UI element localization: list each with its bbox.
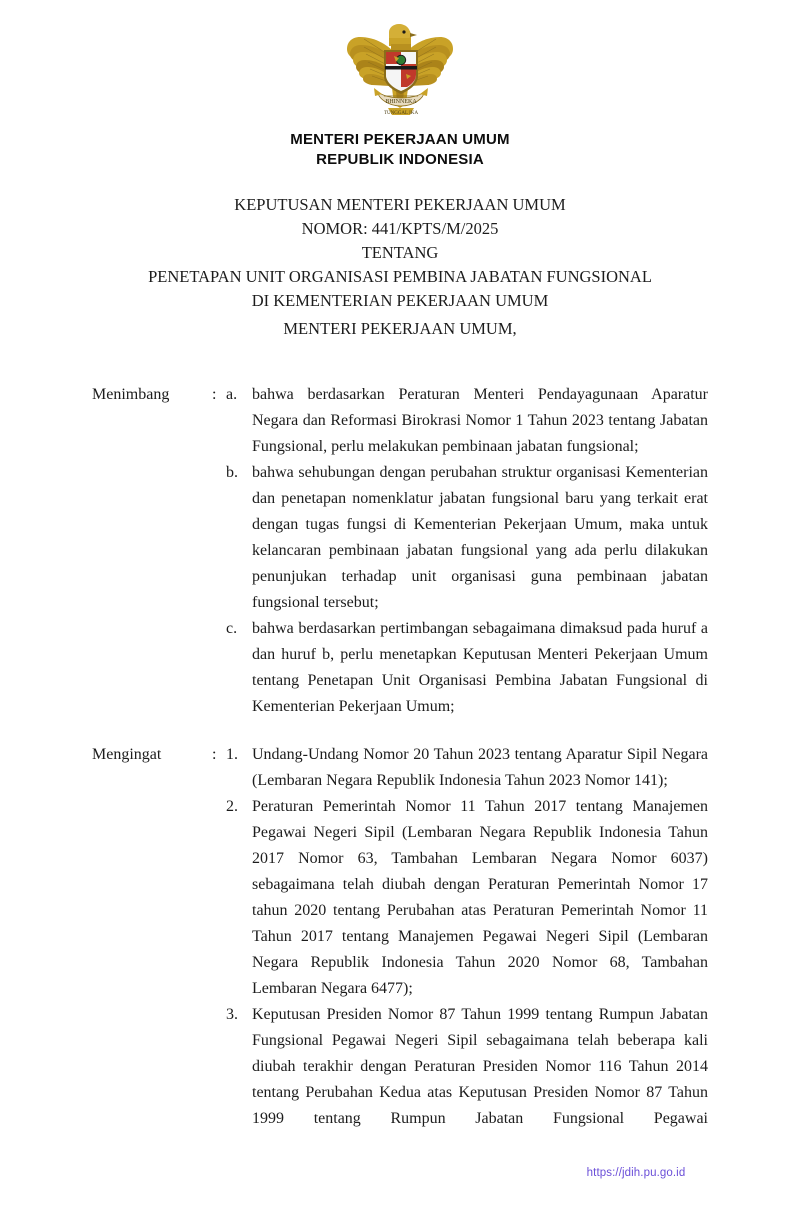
item-marker: c. <box>226 620 238 637</box>
menimbang-label: Menimbang <box>92 386 170 403</box>
item-marker: 3. <box>226 1006 238 1023</box>
menimbang-row <box>92 382 708 720</box>
item-text: bahwa berdasarkan Peraturan Menteri Pendayagunaan Aparatur Negara dan Reformasi Birokrasi Nomor 1 Tahun 2023 tentang Jabatan Fungsional, perlu melakukan pembinaan jabatan fungsional; <box>252 386 708 455</box>
list-item <box>226 616 708 720</box>
title-line-keputusan: KEPUTUSAN MENTERI PEKERJAAN UMUM <box>234 195 566 214</box>
document-title-block <box>0 193 800 313</box>
mengingat-section <box>92 742 708 1158</box>
mengingat-colon: : <box>212 746 217 763</box>
ministry-header <box>0 130 800 170</box>
item-marker: a. <box>226 386 238 403</box>
mengingat-item-list <box>226 742 708 1158</box>
item-marker: 1. <box>226 746 238 763</box>
menimbang-section <box>92 382 708 720</box>
item-text: Undang-Undang Nomor 20 Tahun 2023 tentang Aparatur Sipil Negara (Lembaran Negara Republik Indonesia Tahun 2023 Nomor 141); <box>252 746 708 789</box>
title-line-tentang: TENTANG <box>361 243 439 262</box>
footer-url[interactable] <box>0 1167 800 1179</box>
svg-text:TUNGGAL IKA: TUNGGAL IKA <box>383 111 419 116</box>
list-item <box>226 794 708 1002</box>
item-marker: b. <box>226 464 238 481</box>
title-line-subject-2: DI KEMENTERIAN PEKERJAAN UMUM <box>251 291 549 310</box>
item-text: Keputusan Presiden Nomor 87 Tahun 1999 tentang Rumpun Jabatan Fungsional Pegawai Negeri Sipil sebagaimana telah beberapa kali diubah terakhir dengan Peraturan Presiden Nomor 116 Tahun 2014 tentang Perubahan Kedua atas Keputusan Presiden Nomor 87 Tahun 1999 tentang Rumpun Jabatan Fungsional Pegawai <box>252 1006 708 1127</box>
mengingat-row <box>92 742 708 1158</box>
title-line-subject-1: PENETAPAN UNIT ORGANISASI PEMBINA JABATAN FUNGSIONAL <box>148 267 652 286</box>
svg-text:BHINNEKA: BHINNEKA <box>385 99 417 105</box>
ministry-header-line1: MENTERI PEKERJAAN UMUM <box>290 131 510 148</box>
emblem-container <box>0 18 800 122</box>
garuda-pancasila-emblem <box>344 18 456 122</box>
mengingat-label: Mengingat <box>92 746 162 763</box>
ministry-header-line2: REPUBLIK INDONESIA <box>316 151 484 168</box>
addressee-line: MENTERI PEKERJAAN UMUM, <box>283 319 517 338</box>
footer-url-text[interactable]: https://jdih.pu.go.id <box>586 1167 686 1179</box>
item-text: bahwa berdasarkan pertimbangan sebagaimana dimaksud pada huruf a dan huruf b, perlu menetapkan Keputusan Menteri Pekerjaan Umum tentang Penetapan Unit Organisasi Pembina Jabatan Fungsional di Kementerian Pekerjaan Umum; <box>252 620 708 715</box>
item-text: Peraturan Pemerintah Nomor 11 Tahun 2017 tentang Manajemen Pegawai Negeri Sipil (Lembaran Negara Republik Indonesia Tahun 2017 Nomor 63, Tambahan Lembaran Negara Nomor 6037) sebagaimana telah diubah dengan Peraturan Pemerintah Nomor 17 tahun 2020 tentang Perubahan atas Peraturan Pemerintah Nomor 11 Tahun 2017 tentang Manajemen Pegawai Negeri Sipil (Lembaran Negara Republik Indonesia Tahun 2020 Nomor 68, Tambahan Lembaran Negara 6477); <box>252 798 708 997</box>
menimbang-colon: : <box>212 386 217 403</box>
item-marker: 2. <box>226 798 238 815</box>
list-item <box>226 460 708 616</box>
list-item <box>226 1002 708 1158</box>
list-item <box>226 382 708 460</box>
item-text: bahwa sehubungan dengan perubahan struktur organisasi Kementerian dan penetapan nomenklatur jabatan fungsional baru yang terkait erat dengan tugas fungsi di Kementerian Pekerjaan Umum, maka untuk kelancaran pembinaan jabatan fungsional yang ada perlu dilakukan penunjukan terhadap unit organisasi guna pembinaan jabatan fungsional tersebut; <box>252 464 708 611</box>
menimbang-item-list <box>226 382 708 720</box>
title-line-nomor: NOMOR: 441/KPTS/M/2025 <box>301 219 499 238</box>
list-item <box>226 742 708 794</box>
